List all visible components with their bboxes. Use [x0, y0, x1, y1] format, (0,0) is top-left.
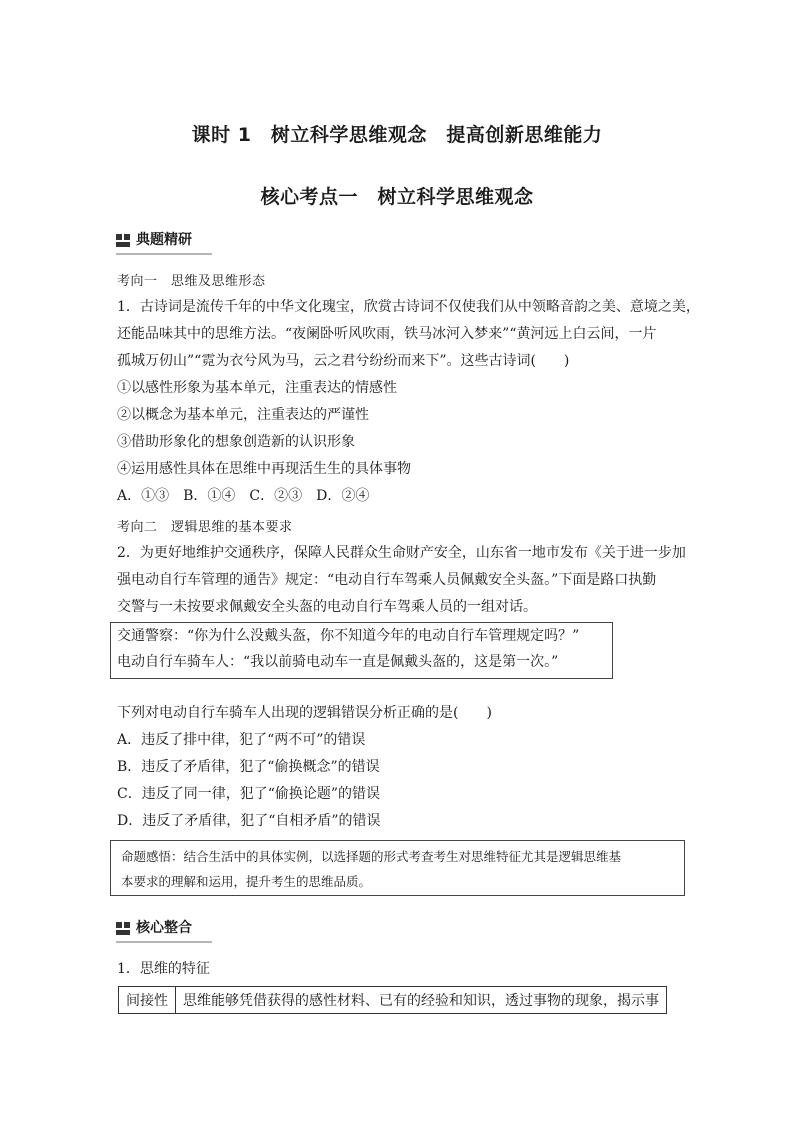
question-1-line: 孤城万仞山”“霓为衣兮风为马，云之君兮纷纷而来下”。这些古诗词( ): [117, 353, 570, 369]
section-underline: [116, 253, 212, 255]
note-line: 本要求的理解和运用，提升考生的思维品质。: [121, 874, 372, 889]
core-item-1: [117, 956, 677, 983]
section-marker-icon: [116, 234, 130, 247]
question-1-options: A．①③ B．①④ C．②③ D．②④: [117, 488, 370, 504]
section-heading-dianti: [116, 230, 212, 252]
direction-one-heading: 考向一 思维及思维形态: [117, 274, 266, 289]
core-item-1-title: 1．思维的特征: [117, 961, 210, 977]
question-2-line: 强电动自行车管理的通告》规定：“电动自行车驾乘人员佩戴安全头盔。”下面是路口执勤: [117, 572, 657, 588]
section-underline: [116, 941, 212, 943]
trait-table: [118, 986, 667, 1014]
option-d: D．违反了矛盾律，犯了“自相矛盾”的错误: [117, 813, 381, 829]
trait-term: 间接性: [119, 987, 176, 1014]
dialogue-box: [110, 622, 613, 679]
lesson-title: 课时 1 树立科学思维观念 提高创新思维能力: [191, 124, 603, 146]
section-heading-label: 核心整合: [136, 920, 192, 936]
section-heading-label: 典题精研: [136, 232, 192, 248]
question-2-line: 2．为更好地维护交通秩序，保障人民群众生命财产安全，山东省一地市发布《关于进一步加: [117, 545, 686, 561]
question-1: [117, 294, 700, 510]
statement-3: ③借助形象化的想象创造新的认识形象: [117, 434, 355, 450]
note-box: [110, 840, 685, 896]
statement-2: ②以概念为基本单元，注重表达的严谨性: [117, 407, 369, 423]
question-2-stem: 下列对电动自行车骑车人出现的逻辑错误分析正确的是( ): [117, 705, 492, 721]
question-1-line: 还能品味其中的思维方法。“夜阑卧听风吹雨，铁马冰河入梦来”“黄河远上白云间，一片: [117, 326, 657, 342]
statement-4: ④运用感性具体在思维中再现活生生的具体事物: [117, 461, 411, 477]
trait-description: 思维能够凭借获得的感性材料、已有的经验和知识，透过事物的现象，揭示事: [176, 987, 667, 1014]
option-b: B．违反了矛盾律，犯了“偷换概念”的错误: [117, 759, 380, 775]
table-row: [119, 987, 667, 1014]
option-c: C．违反了同一律，犯了“偷换论题”的错误: [117, 786, 381, 802]
question-1-line: 1．古诗词是流传千年的中华文化瑰宝，欣赏古诗词不仅使我们从中领略音韵之美、意境之美，: [117, 299, 700, 315]
option-a: A．违反了排中律，犯了“两不可”的错误: [117, 732, 366, 748]
direction-two-heading: 考向二 逻辑思维的基本要求: [117, 520, 293, 535]
question-2: [117, 540, 686, 621]
section-heading-hexin: [116, 918, 212, 940]
question-2-line: 交警与一未按要求佩戴安全头盔的电动自行车驾乘人员的一组对话。: [117, 599, 537, 615]
section-title: 核心考点一 树立科学思维观念: [260, 186, 534, 208]
question-2-choices: [117, 700, 677, 835]
section-marker-icon: [116, 922, 130, 935]
dialogue-police: 交通警察：“你为什么没戴头盔，你不知道今年的电动自行车管理规定吗？”: [117, 628, 580, 644]
dialogue-rider: 电动自行车骑车人：“我以前骑电动车一直是佩戴头盔的，这是第一次。”: [117, 654, 559, 670]
statement-1: ①以感性形象为基本单元，注重表达的情感性: [117, 380, 397, 396]
note-line: 命题感悟：结合生活中的具体实例，以选择题的形式考查考生对思维特征尤其是逻辑思维基: [121, 849, 622, 864]
